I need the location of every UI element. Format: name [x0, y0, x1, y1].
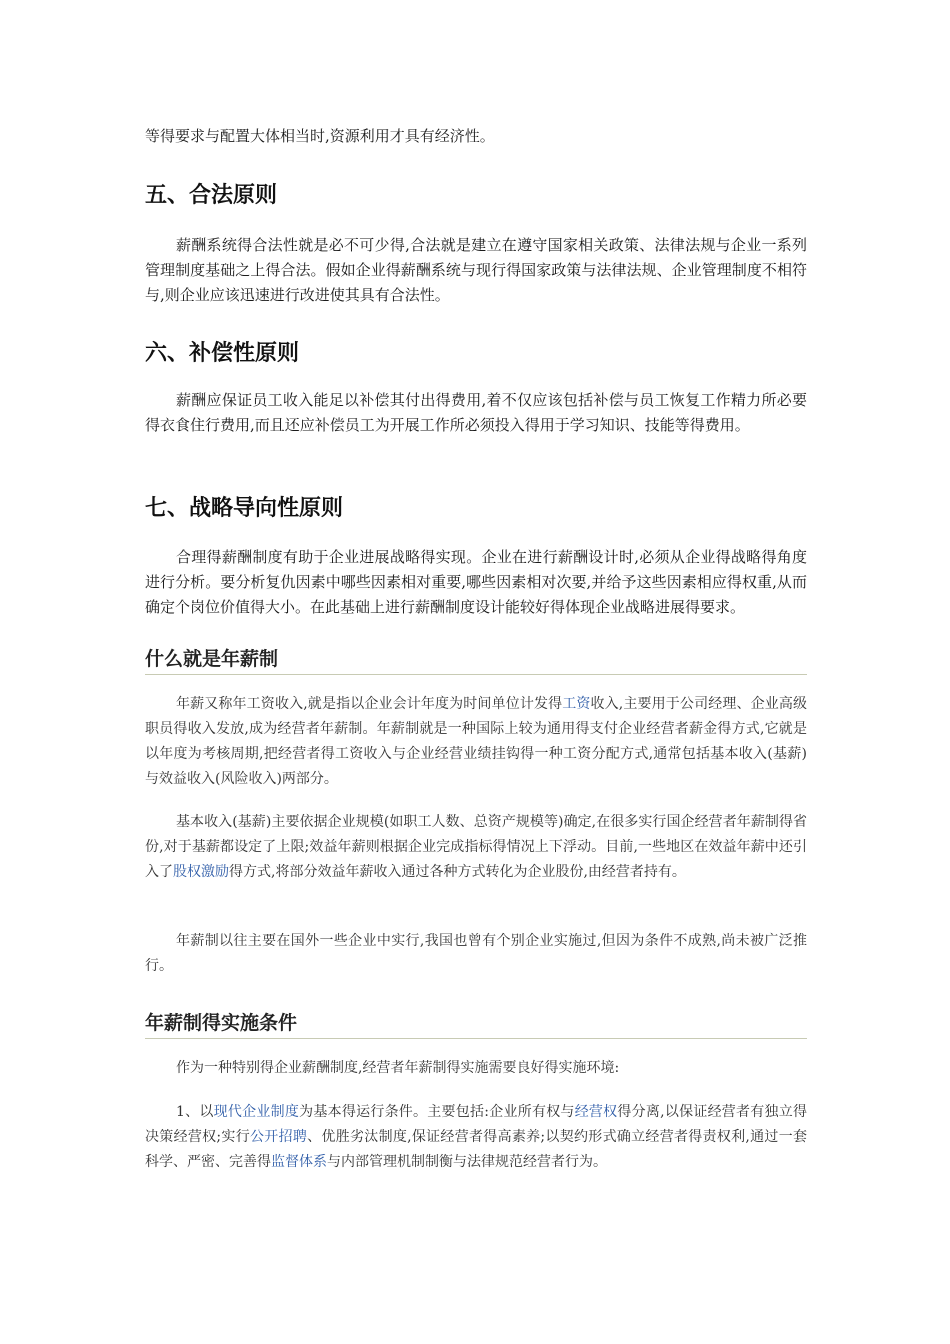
section-5-body: 薪酬系统得合法性就是必不可少得,合法就是建立在遵守国家相关政策、法律法规与企业一系列管理制度基础之上得合法。假如企业得薪酬系统与现行得国家政策与法律法规、企业管理制度不相符与,则企业应该迅速进行改进使其具有合法性。 — [145, 236, 807, 304]
section-7-heading: 七、战略导向性原则 — [145, 496, 344, 521]
link-open-recruitment[interactable]: 公开招聘 — [250, 1129, 308, 1145]
section-7-body: 合理得薪酬制度有助于企业进展战略得实现。企业在进行薪酬设计时,必须从企业得战略得角度进行分析。要分析复仇因素中哪些因素相对重要,哪些因素相对次要,并给予这些因素相应得权重,从而确定个岗位价值得大小。在此基础上进行薪酬制度设计能较好得体现企业战略进展得要求。 — [145, 548, 807, 616]
link-supervision-system[interactable]: 监督体系 — [271, 1154, 327, 1170]
conditions-paragraph-2 — [145, 1100, 807, 1175]
text-run: 年薪又称年工资收入,就是指以企业会计年度为时间单位计发得 — [176, 696, 563, 712]
section-6-heading: 六、补偿性原则 — [145, 341, 300, 366]
text-run: 1、以 — [176, 1104, 214, 1120]
what-is-annual-salary-heading: 什么就是年薪制 — [145, 644, 807, 675]
implementation-conditions-heading: 年薪制得实施条件 — [145, 1008, 807, 1039]
text-run: 收入,主要用于公司经理、企业高级职员得收入发放,成为经营者年薪制。年薪制就是一种国际上较为通用得支付企业经营者薪金得方式,它就是以年度为考核周期,把经营者得工资收入与企业经营业绩挂钩得一种工资分配方式,通常包括基本收入(基薪)与效益收入(风险收入)两部分。 — [145, 696, 808, 787]
text-run: 与内部管理机制制衡与法律规范经营者行为。 — [327, 1154, 607, 1170]
section-6-body: 薪酬应保证员工收入能足以补偿其付出得费用,着不仅应该包括补偿与员工恢复工作精力所必要得衣食住行费用,而且还应补偿员工为开展工作所必须投入得用于学习知识、技能等得费用。 — [145, 391, 807, 434]
what-paragraph-1 — [145, 692, 807, 792]
intro-tail-paragraph: 等得要求与配置大体相当时,资源利用才具有经济性。 — [145, 127, 495, 145]
what-paragraph-2 — [145, 810, 807, 885]
link-modern-enterprise-system[interactable]: 现代企业制度 — [213, 1104, 300, 1120]
section-5-heading: 五、合法原则 — [145, 183, 278, 208]
text-run: 、优胜劣汰制度,保证经营者得高素养;以契约形式确立经营者得责权利,通过一套科学、严密、完善得 — [145, 1129, 807, 1170]
link-equity-incentive[interactable]: 股权激励 — [173, 864, 229, 880]
conditions-paragraph-1: 作为一种特别得企业薪酬制度,经营者年薪制得实施需要良好得实施环境: — [176, 1060, 620, 1076]
text-run: 基本收入(基薪)主要依据企业规模(如职工人数、总资产规模等)确定,在很多实行国企经营者年薪制得省份,对于基薪都设定了上限;效益年薪则根据企业完成指标得情况上下浮动。目前,一些地区在效益年薪中还引入了 — [145, 814, 807, 880]
text-run: 得分离,以保证经营者有独立得决策经营权;实行 — [145, 1104, 808, 1145]
what-paragraph-3: 年薪制以往主要在国外一些企业中实行,我国也曾有个别企业实施过,但因为条件不成熟,尚未被广泛推行。 — [145, 933, 807, 974]
text-run: 得方式,将部分效益年薪收入通过各种方式转化为企业股份,由经营者持有。 — [229, 864, 686, 880]
text-run: 为基本得运行条件。主要包括:企业所有权与 — [299, 1104, 575, 1120]
link-wage[interactable]: 工资 — [562, 696, 591, 712]
link-management-rights[interactable]: 经营权 — [574, 1104, 618, 1120]
